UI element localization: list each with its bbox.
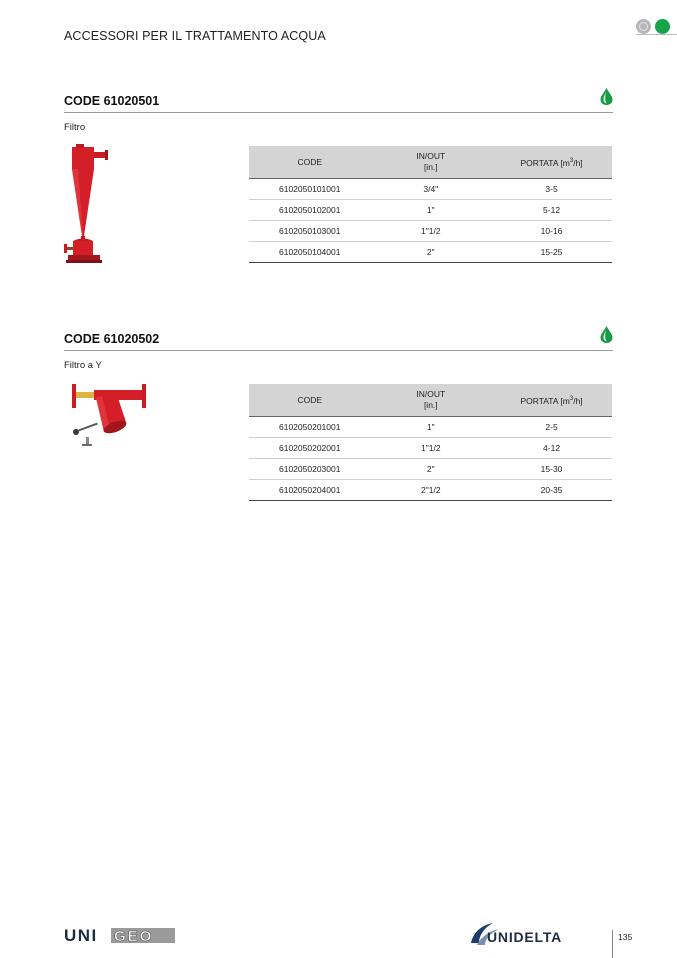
y-filter-image — [64, 382, 154, 454]
spec-table — [249, 384, 612, 501]
cell-portata: 2-5 — [491, 417, 612, 438]
cell-inout: 1"1/2 — [370, 221, 491, 242]
cell-inout: 2" — [370, 242, 491, 263]
unidelta-logo — [467, 921, 603, 947]
product-subtitle: Filtro — [64, 122, 86, 133]
water-drop-icon — [600, 326, 613, 343]
spec-table — [249, 146, 612, 263]
header-code: CODE — [249, 384, 370, 417]
svg-text:UNI: UNI — [64, 926, 98, 944]
cell-inout: 2" — [370, 459, 491, 480]
svg-text:GEO: GEO — [114, 928, 154, 944]
header-portata: PORTATA $[m^3/h]$ — [491, 384, 612, 417]
cell-code: 6102050202001 — [249, 438, 370, 459]
cell-inout: 1" — [370, 200, 491, 221]
grey-dot-icon — [636, 19, 651, 34]
table-row — [249, 242, 612, 263]
header-inout: IN/OUT [in.] — [370, 384, 491, 417]
cell-inout: 1"1/2 — [370, 438, 491, 459]
table-row — [249, 438, 612, 459]
svg-text:UNIDELTA: UNIDELTA — [487, 929, 563, 945]
cell-portata: 15-25 — [491, 242, 612, 263]
header-inout: IN/OUT [in.] — [370, 146, 491, 179]
cell-portata: 5-12 — [491, 200, 612, 221]
header-code: CODE — [249, 146, 370, 179]
table-row — [249, 221, 612, 242]
header-divider — [636, 34, 677, 35]
cell-portata: 3-5 — [491, 179, 612, 200]
cell-portata: 20-35 — [491, 480, 612, 501]
section-divider — [64, 112, 613, 113]
cell-code: 6102050204001 — [249, 480, 370, 501]
product-subtitle: Filtro a Y — [64, 360, 102, 371]
table-row — [249, 480, 612, 501]
header-portata: PORTATA $[m^3/h]$ — [491, 146, 612, 179]
cell-portata: 10-16 — [491, 221, 612, 242]
cell-code: 6102050201001 — [249, 417, 370, 438]
table-row — [249, 200, 612, 221]
cell-code: 6102050203001 — [249, 459, 370, 480]
cell-code: 6102050103001 — [249, 221, 370, 242]
page-number: 135 — [618, 932, 633, 942]
cell-portata: 4-12 — [491, 438, 612, 459]
product-code-title: CODE 61020502 — [64, 332, 160, 346]
cell-inout: 1" — [370, 417, 491, 438]
table-row — [249, 179, 612, 200]
cell-inout: 2"1/2 — [370, 480, 491, 501]
unigeo-logo — [64, 926, 176, 944]
table-row — [249, 459, 612, 480]
section-divider — [64, 350, 613, 351]
hydrocyclone-filter-image — [64, 144, 124, 274]
cell-code: 6102050101001 — [249, 179, 370, 200]
table-row — [249, 417, 612, 438]
green-dot-icon — [655, 19, 670, 34]
product-code-title: CODE 61020501 — [64, 94, 160, 108]
cell-code: 6102050104001 — [249, 242, 370, 263]
cell-inout: 3/4" — [370, 179, 491, 200]
cell-portata: 15-30 — [491, 459, 612, 480]
page-title: ACCESSORI PER IL TRATTAMENTO ACQUA — [64, 29, 326, 43]
page-number-divider — [612, 930, 613, 958]
water-drop-icon — [600, 88, 613, 105]
cell-code: 6102050102001 — [249, 200, 370, 221]
